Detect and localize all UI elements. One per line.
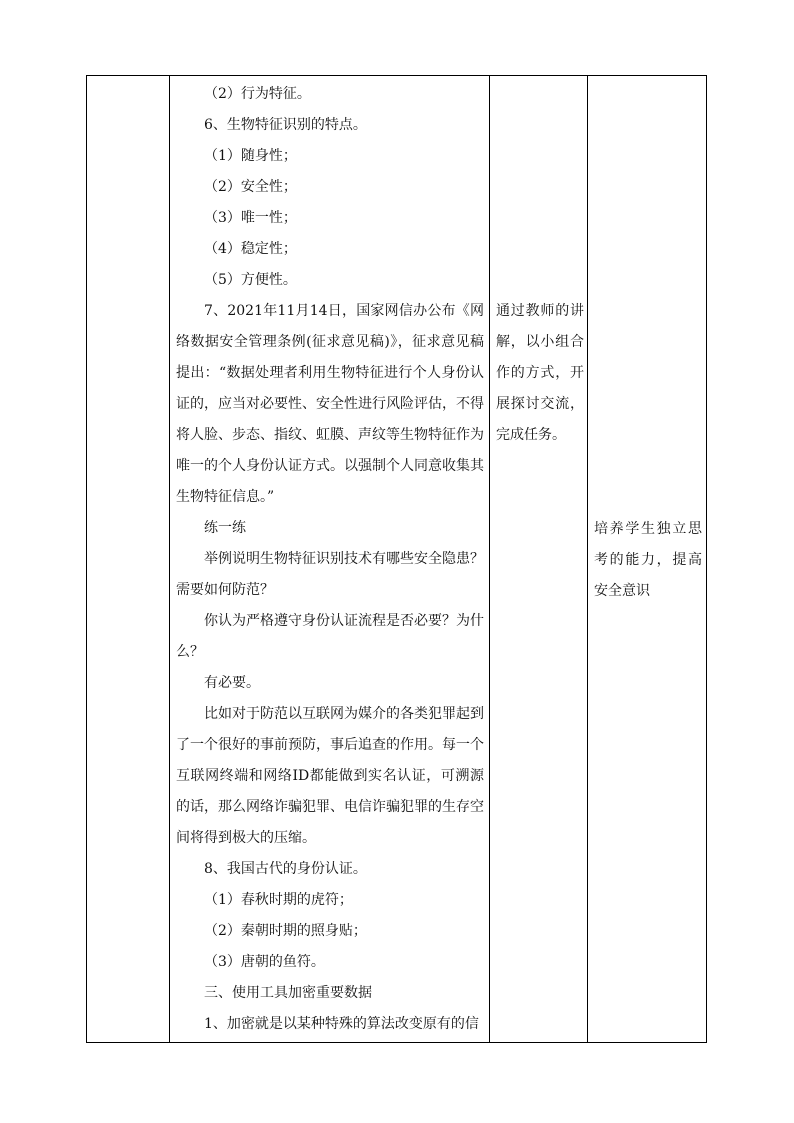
column-stage bbox=[87, 76, 170, 1042]
content-paragraph: 你认为严格遵守身份认证流程是否必要？为什么？ bbox=[176, 613, 484, 660]
content-paragraph: 有必要。 bbox=[204, 675, 260, 691]
column-student-activity bbox=[490, 76, 588, 1042]
content-paragraph: （4）稳定性； bbox=[204, 241, 297, 257]
content-paragraph: 举例说明生物特征识别技术有哪些安全隐患？需要如何防范？ bbox=[176, 551, 484, 598]
content-paragraph: 练一练 bbox=[204, 520, 246, 536]
content-paragraph: （3）唐朝的鱼符。 bbox=[204, 954, 325, 970]
content-paragraph: （5）方便性。 bbox=[204, 272, 297, 288]
column-design-intent bbox=[588, 76, 706, 1042]
teaching-content-text bbox=[176, 79, 484, 1040]
content-paragraph: 6、生物特征识别的特点。 bbox=[204, 117, 367, 133]
content-paragraph: 1、加密就是以某种特殊的算法改变原有的信 bbox=[204, 1016, 479, 1032]
content-paragraph: 8、我国古代的身份认证。 bbox=[204, 861, 367, 877]
content-paragraph: （1）随身性； bbox=[204, 148, 297, 164]
content-paragraph: （3）唯一性； bbox=[204, 210, 297, 226]
design-intent-text: 培养学生独立思考的能力，提高安全意识 bbox=[594, 521, 702, 599]
content-paragraph: 三、使用工具加密重要数据 bbox=[204, 985, 372, 1001]
content-paragraph: 比如对于防范以互联网为媒介的各类犯罪起到了一个很好的事前预防，事后追查的作用。每一个互联网终端和网络ID都能做到实名认证，可溯源的话，那么网络诈骗犯罪、电信诈骗犯罪的生存空间将得到极大的压缩。 bbox=[176, 706, 484, 846]
content-paragraph: （2）秦朝时期的照身贴； bbox=[204, 923, 367, 939]
content-paragraph: （2）行为特征。 bbox=[204, 86, 311, 102]
content-paragraph: （1）春秋时期的虎符； bbox=[204, 892, 353, 908]
column-teaching-content bbox=[170, 76, 490, 1042]
lesson-plan-table bbox=[86, 75, 707, 1043]
content-paragraph: （2）安全性； bbox=[204, 179, 297, 195]
content-paragraph: 7、2021年11月14日，国家网信办公布《网络数据安全管理条例(征求意见稿)》，征求意见稿提出：“数据处理者利用生物特征进行个人身份认证的，应当对必要性、安全性进行风险评估，不得将人脸、步态、指纹、虹膜、声纹等生物特征作为唯一的个人身份认证方式。以强制个人同意收集其生物特征信息。” bbox=[176, 303, 484, 505]
student-activity-text: 通过教师的讲解，以小组合作的方式，开展探讨交流，完成任务。 bbox=[496, 303, 584, 443]
